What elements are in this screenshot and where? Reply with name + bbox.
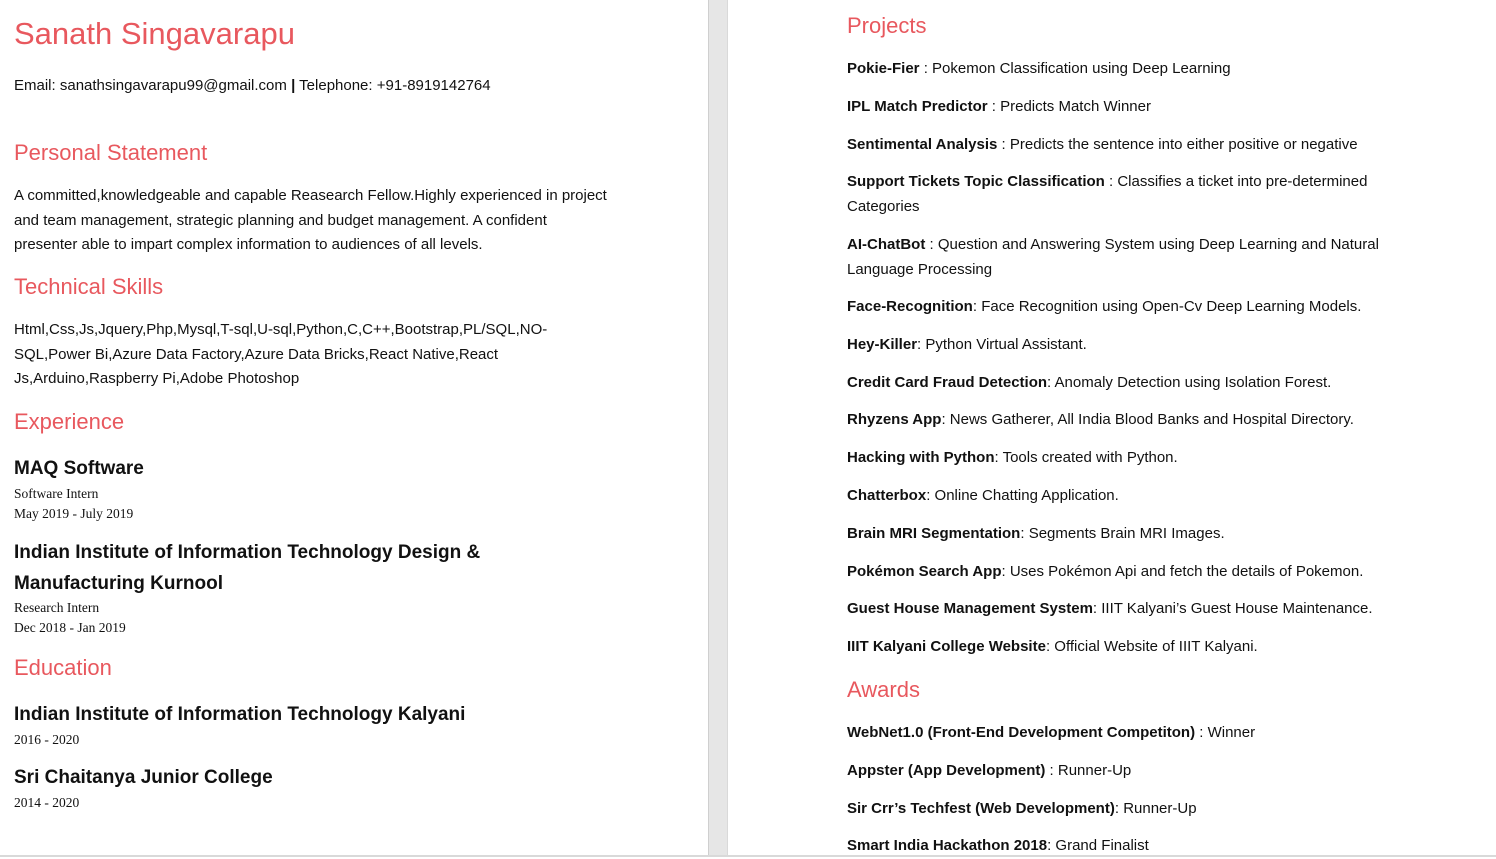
project-name: Credit Card Fraud Detection: [847, 374, 1048, 391]
project-item: [847, 133, 1427, 158]
project-desc: IIIT Kalyani’s Guest House Maintenance.: [1101, 600, 1373, 617]
project-sep: :: [972, 298, 982, 315]
project-item: [847, 333, 1427, 358]
project-item: [847, 522, 1427, 547]
award-item: [847, 797, 1427, 822]
email-label: Email:: [14, 77, 56, 94]
project-name: Hey-Killer: [847, 336, 918, 353]
email-link[interactable]: sanathsingavarapu99@gmail.com: [59, 77, 287, 94]
project-name: AI-ChatBot: [847, 236, 926, 253]
technical-skills-heading: Technical Skills: [14, 274, 164, 299]
contact-line: [14, 75, 491, 97]
experience-org: Indian Institute of Information Technology Design & Manufacturing Kurnool: [14, 542, 481, 594]
education-org: Indian Institute of Information Technology Kalyani: [14, 704, 466, 725]
project-item: [847, 446, 1427, 471]
project-item: [847, 597, 1427, 622]
project-desc: Predicts Match Winner: [1000, 98, 1151, 115]
experience-dates: May 2019 - July 2019: [14, 506, 134, 521]
award-sep: :: [1195, 724, 1208, 741]
award-item: [847, 721, 1427, 746]
project-item: [847, 95, 1427, 120]
award-name: Sir Crr’s Techfest (Web Development): [847, 800, 1115, 817]
technical-skills-text: Html,Css,Js,Jquery,Php,Mysql,T-sql,U-sql,Python,C,C++,Bootstrap,PL/SQL,NO-SQL,Power Bi,Azure Data Factory,Azure Data Bricks,React Native,React Js,Arduino,Raspberry Pi,Adobe Photoshop: [14, 321, 548, 387]
experience-dates: Dec 2018 - Jan 2019: [14, 620, 126, 635]
award-name: Smart India Hackathon 2018: [847, 837, 1048, 854]
personal-statement-heading: Personal Statement: [14, 140, 208, 165]
award-sep: :: [1047, 837, 1056, 854]
project-desc: Official Website of IIIT Kalyani.: [1054, 638, 1258, 655]
phone-number: +91-8919142764: [376, 77, 491, 94]
award-result: Runner-Up: [1057, 762, 1132, 779]
resume-name: Sanath Singavarapu: [14, 16, 295, 51]
project-sep: :: [926, 487, 935, 504]
project-desc: Python Virtual Assistant.: [925, 336, 1087, 353]
project-desc: Pokemon Classification using Deep Learning: [932, 60, 1231, 77]
project-name: IPL Match Predictor: [847, 98, 988, 115]
page-gutter: [708, 0, 728, 857]
project-item: [847, 295, 1427, 320]
project-desc: News Gatherer, All India Blood Banks and Hospital Directory.: [949, 411, 1354, 428]
contact-separator: |: [291, 77, 296, 94]
project-sep: :: [994, 449, 1003, 466]
project-item: [847, 371, 1427, 396]
project-sep: :: [1047, 374, 1055, 391]
project-name: Chatterbox: [847, 487, 927, 504]
project-item: [847, 560, 1427, 585]
education-dates: 2016 - 2020: [14, 732, 80, 747]
award-name: WebNet1.0 (Front-End Development Competiton): [847, 724, 1196, 741]
award-result: Winner: [1207, 724, 1256, 741]
experience-role: Software Intern: [14, 486, 99, 501]
project-sep: :: [919, 60, 933, 77]
project-desc: Tools created with Python.: [1002, 449, 1178, 466]
project-name: Pokémon Search App: [847, 563, 1002, 580]
project-desc: Segments Brain MRI Images.: [1028, 525, 1225, 542]
project-name: Sentimental Analysis: [847, 136, 998, 153]
experience-org: MAQ Software: [14, 458, 144, 479]
project-sep: :: [1020, 525, 1029, 542]
phone-label: Telephone:: [299, 77, 373, 94]
personal-statement-text: A committed,knowledgeable and capable Reasearch Fellow.Highly experienced in project and team management, strategic planning and budget management. A confident presenter able to impart complex information to audiences of all levels.: [14, 187, 607, 253]
project-item: [847, 170, 1427, 219]
project-sep: :: [1045, 638, 1055, 655]
project-item: [847, 408, 1427, 433]
project-item: [847, 484, 1427, 509]
project-sep: :: [1092, 600, 1102, 617]
award-sep: :: [1045, 762, 1058, 779]
award-item: [847, 759, 1427, 784]
project-item: [847, 57, 1427, 82]
award-result: Grand Finalist: [1055, 837, 1149, 854]
project-sep: :: [1104, 173, 1118, 190]
project-sep: :: [941, 411, 950, 428]
project-desc: Anomaly Detection using Isolation Forest.: [1054, 374, 1332, 391]
project-name: Face-Recognition: [847, 298, 973, 315]
project-name: Hacking with Python: [847, 449, 995, 466]
project-name: Support Tickets Topic Classification: [847, 173, 1105, 190]
experience-heading: Experience: [14, 409, 125, 434]
award-name: Appster (App Development): [847, 762, 1046, 779]
project-sep: :: [997, 136, 1010, 153]
project-sep: :: [917, 336, 926, 353]
project-item: [847, 635, 1427, 660]
projects-heading: Projects: [847, 13, 927, 38]
project-desc: Question and Answering System using Deep Learning and Natural Language Processing: [847, 236, 1379, 278]
left-page: [0, 0, 708, 857]
experience-role: Research Intern: [14, 600, 100, 615]
project-desc: Classifies a ticket into pre-determined Categories: [847, 173, 1368, 215]
project-desc: Face Recognition using Open-Cv Deep Learning Models.: [981, 298, 1362, 315]
project-name: IIIT Kalyani College Website: [847, 638, 1046, 655]
project-desc: Uses Pokémon Api and fetch the details of Pokemon.: [1009, 563, 1364, 580]
project-name: Guest House Management System: [847, 600, 1093, 617]
education-org: Sri Chaitanya Junior College: [14, 767, 273, 788]
awards-heading: Awards: [847, 677, 920, 702]
education-dates: 2014 - 2020: [14, 795, 80, 810]
project-item: [847, 233, 1427, 282]
project-desc: Online Chatting Application.: [934, 487, 1119, 504]
project-name: Pokie-Fier: [847, 60, 920, 77]
education-heading: Education: [14, 655, 112, 680]
award-sep: :: [1114, 800, 1124, 817]
project-sep: :: [1001, 563, 1010, 580]
project-name: Brain MRI Segmentation: [847, 525, 1021, 542]
project-sep: :: [987, 98, 1001, 115]
project-name: Rhyzens App: [847, 411, 942, 428]
award-result: Runner-Up: [1123, 800, 1197, 817]
project-sep: :: [925, 236, 938, 253]
project-desc: Predicts the sentence into either positive or negative: [1009, 136, 1358, 153]
